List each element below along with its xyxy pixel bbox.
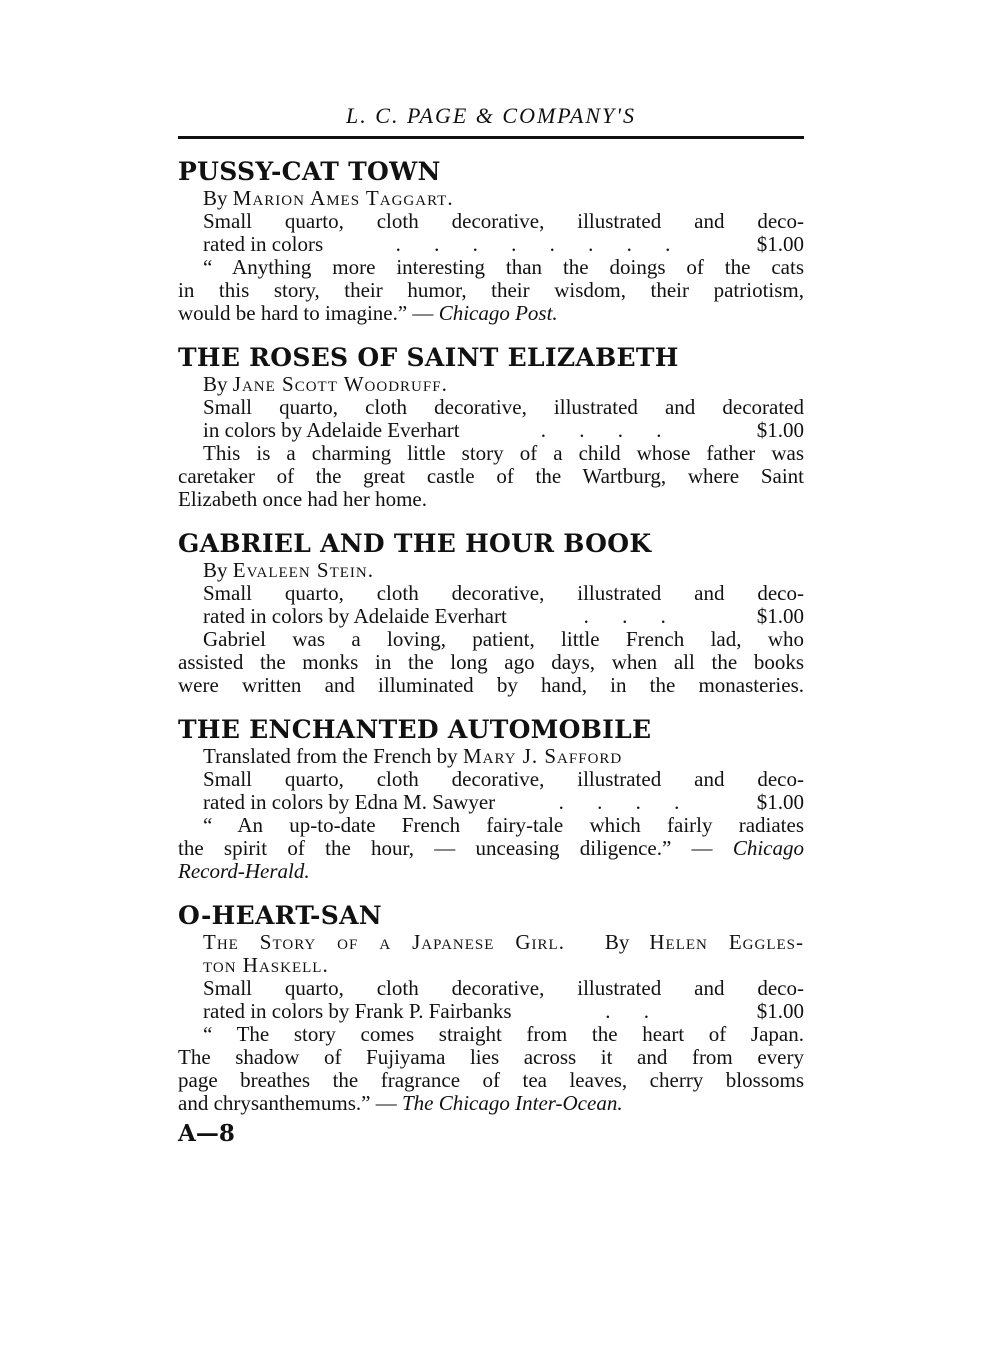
- book-title: GABRIEL AND THE HOUR BOOK: [178, 529, 652, 558]
- blurb-line: [178, 1092, 804, 1115]
- byline-prefix: By: [203, 186, 233, 210]
- book-title: THE ROSES OF SAINT ELIZABETH: [178, 343, 679, 372]
- leader-dots: . . .: [583, 604, 680, 628]
- byline-prefix: By: [203, 372, 233, 396]
- book-description-price-line: [178, 233, 804, 256]
- book-entry: [178, 343, 804, 511]
- byline: [178, 373, 804, 396]
- book-description: Small quarto, cloth decorative, illustrated and deco-: [203, 976, 804, 1000]
- byline-prefix: By: [203, 558, 233, 582]
- author-name: ton Haskell.: [203, 953, 329, 977]
- book-description-price-line: [178, 419, 804, 442]
- book-description: Small quarto, cloth decorative, illustrated and deco-: [203, 209, 804, 233]
- book-title: O-HEART-SAN: [178, 901, 382, 930]
- blurb-source: Chicago Post.: [438, 301, 558, 325]
- header-rule: [178, 136, 804, 139]
- blurb-line: in this story, their humor, their wisdom, their patriotism,: [178, 278, 804, 302]
- blurb-line: [178, 837, 804, 860]
- blurb-line: were written and illuminated by hand, in the monasteries.: [178, 673, 804, 697]
- blurb-text: and chrysanthemums.” —: [178, 1091, 402, 1115]
- byline: [178, 745, 804, 768]
- blurb-source: The Chicago Inter-Ocean.: [401, 1091, 623, 1115]
- book-title: THE ENCHANTED AUTOMOBILE: [178, 715, 652, 744]
- description-continued: rated in colors by Adelaide Everhart: [203, 604, 507, 628]
- author-name: Jane Scott Woodruff.: [232, 372, 448, 396]
- blurb-line: This is a charming little story of a child whose father was: [203, 441, 804, 465]
- author-name: Mary J. Safford: [462, 744, 623, 768]
- book-entry: [178, 901, 804, 1115]
- running-head: L. C. PAGE & COMPANY'S: [346, 103, 636, 128]
- blurb-line: “ An up-to-date French fairy-tale which fairly radiates: [203, 813, 804, 837]
- blurb-line: caretaker of the great castle of the Wartburg, where Saint: [178, 464, 804, 488]
- book-description-price-line: [178, 791, 804, 814]
- blurb-text: would be hard to imagine.” —: [178, 301, 439, 325]
- blurb-text: the spirit of the hour, — unceasing diligence.” —: [178, 836, 733, 860]
- blurb-line: “ Anything more interesting than the doings of the cats: [203, 255, 804, 279]
- description-continued: rated in colors by Frank P. Fairbanks: [203, 999, 512, 1023]
- book-entry: [178, 529, 804, 697]
- book-price: $1.00: [756, 232, 804, 256]
- leader-dots: . .: [605, 999, 664, 1023]
- blurb-line: page breathes the fragrance of tea leaves, cherry blossoms: [178, 1068, 804, 1092]
- byline: [178, 931, 804, 954]
- book-description: Small quarto, cloth decorative, illustrated and deco-: [203, 581, 804, 605]
- book-price: $1.00: [756, 999, 804, 1023]
- catalog-page: [178, 96, 804, 1149]
- byline-continued: [178, 954, 804, 977]
- leader-dots: . . . .: [558, 790, 694, 814]
- author-name: Evaleen Stein.: [232, 558, 374, 582]
- blurb-line: Elizabeth once had her home.: [178, 487, 427, 511]
- author-name: Helen Eggles-: [649, 930, 804, 954]
- book-entry: [178, 715, 804, 883]
- byline-prefix: By: [564, 930, 650, 954]
- blurb-line: Gabriel was a loving, patient, little French lad, who: [203, 627, 804, 651]
- leader-dots: . . . . . . . .: [395, 232, 685, 256]
- subtitle: The Story of a Japanese Girl.: [203, 930, 565, 954]
- byline: [178, 559, 804, 582]
- book-description-price-line: [178, 605, 804, 628]
- byline-prefix: Translated from the French by: [203, 744, 463, 768]
- book-price: $1.00: [756, 790, 804, 814]
- description-continued: rated in colors: [203, 232, 324, 256]
- signature-mark: A—8: [178, 1120, 235, 1147]
- author-name: Marion Ames Taggart.: [232, 186, 454, 210]
- blurb-line: [178, 302, 804, 325]
- book-price: $1.00: [756, 604, 804, 628]
- blurb-source: Record-Herald.: [178, 859, 310, 883]
- blurb-source: Chicago: [732, 836, 804, 860]
- book-description: Small quarto, cloth decorative, illustrated and deco-: [203, 767, 804, 791]
- description-continued: rated in colors by Edna M. Sawyer: [203, 790, 496, 814]
- blurb-line: “ The story comes straight from the heart of Japan.: [203, 1022, 804, 1046]
- blurb-line: assisted the monks in the long ago days, when all the books: [178, 650, 804, 674]
- book-price: $1.00: [756, 418, 804, 442]
- book-title: PUSSY-CAT TOWN: [178, 157, 441, 186]
- book-entry: [178, 157, 804, 325]
- leader-dots: . . . .: [540, 418, 676, 442]
- byline: [178, 187, 804, 210]
- book-description: Small quarto, cloth decorative, illustrated and decorated: [203, 395, 804, 419]
- blurb-line: The shadow of Fujiyama lies across it and from every: [178, 1045, 804, 1069]
- description-continued: in colors by Adelaide Everhart: [203, 418, 460, 442]
- book-description-price-line: [178, 1000, 804, 1023]
